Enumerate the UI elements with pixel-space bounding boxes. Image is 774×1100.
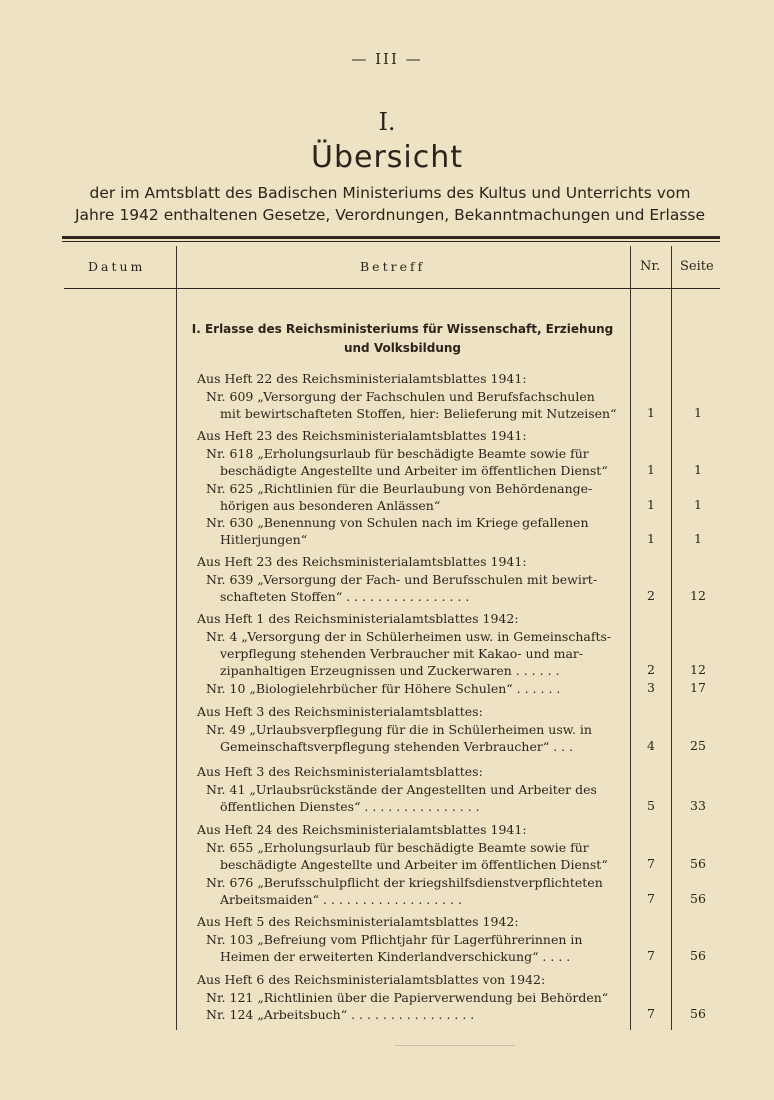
entry-text-line: Nr. 49 „Urlaubsverpflegung für die in Schülerheimen usw. in [206,722,592,737]
entry-seite: 25 [690,738,706,753]
entry-text-line: Gemeinschaftsverpflegung stehenden Verbraucher“ . . . [220,739,574,754]
entry-seite: 56 [690,948,706,963]
top-rule-thin [62,241,720,242]
entry-seite: 1 [694,405,702,420]
column-header-nr: Nr. [640,259,661,274]
column-divider-nr [671,246,672,1030]
entry-text-line: Nr. 655 „Erholungsurlaub für beschädigte Beamte sowie für [206,840,589,855]
entry-text-line: Nr. 609 „Versorgung der Fachschulen und Berufsfachschulen [206,389,595,404]
subtitle-line-2: Jahre 1942 enthaltenen Gesetze, Verordnungen, Bekanntmachungen und Erlasse [74,206,706,224]
entry-text-line: Heimen der erweiterten Kinderlandverschickung“ . . . . [220,949,571,964]
entry-text-line: Nr. 618 „Erholungsurlaub für beschädigte Beamte sowie für [206,446,589,461]
entry-seite: 17 [690,680,706,695]
column-divider-datum [176,246,177,1030]
subtitle-line-1: der im Amtsblatt des Badischen Ministeriums des Kultus und Unterrichts vom [89,184,691,202]
top-rule-thick [62,236,720,239]
entry-text-line: Nr. 41 „Urlaubsrückstände der Angestellten und Arbeiter des [206,782,597,797]
heft-source-line: Aus Heft 23 des Reichsministerialamtsblattes 1941: [197,428,527,443]
heft-source-line: Aus Heft 24 des Reichsministerialamtsblattes 1941: [197,822,527,837]
entry-nr: 1 [647,497,655,512]
entry-nr: 7 [647,948,655,963]
entry-text-line: Nr. 639 „Versorgung der Fach- und Berufsschulen mit bewirt- [206,572,598,587]
entry-seite: 12 [690,588,706,603]
entry-text-line: hörigen aus besonderen Anlässen“ [220,498,441,513]
heft-source-line: Aus Heft 23 des Reichsministerialamtsblattes 1941: [197,554,527,569]
entry-text-line: schafteten Stoffen“ . . . . . . . . . . . . . . . . [220,589,470,604]
section-heading-line-1: I. Erlasse des Reichsministeriums für Wissenschaft, Erziehung [191,322,614,336]
entry-seite: 1 [694,531,702,546]
heft-source-line: Aus Heft 3 des Reichsministerialamtsblattes: [197,704,483,719]
entry-text-line: beschädigte Angestellte und Arbeiter im öffentlichen Dienst“ [220,463,608,478]
faint-footer-mark [395,1045,515,1046]
entry-text-line: Nr. 124 „Arbeitsbuch“ . . . . . . . . . . . . . . . . [206,1007,475,1022]
column-header-seite: Seite [680,259,714,274]
entry-seite: 56 [690,1006,706,1021]
entry-nr: 7 [647,856,655,871]
entry-seite: 56 [690,856,706,871]
section-heading-line-2: und Volksbildung [343,341,462,355]
entry-text-line: Hitlerjungen“ [220,532,308,547]
entry-text-line: mit bewirtschafteten Stoffen, hier: Belieferung mit Nutzeisen“ [220,406,617,421]
entry-text-line: Nr. 676 „Berufsschulpflicht der kriegshilfsdienstverpflichteten [206,875,603,890]
entry-nr: 2 [647,588,655,603]
header-rule [64,288,720,289]
heft-source-line: Aus Heft 22 des Reichsministerialamtsblattes 1941: [197,371,527,386]
entry-text-line: Nr. 103 „Befreiung vom Pflichtjahr für Lagerführerinnen in [206,932,583,947]
column-header-betreff: Betreff [360,259,426,274]
entry-text-line: Nr. 4 „Versorgung der in Schülerheimen usw. in Gemeinschafts- [206,629,612,644]
heft-source-line: Aus Heft 5 des Reichsministerialamtsblattes 1942: [197,914,519,929]
entry-nr: 4 [647,738,655,753]
entry-text-line: Nr. 10 „Biologielehrbücher für Höhere Schulen“ . . . . . . [206,681,561,696]
entry-nr: 1 [647,531,655,546]
entry-seite: 56 [690,891,706,906]
entry-nr: 3 [647,680,655,695]
entry-text-line: Nr. 630 „Benennung von Schulen nach im Kriege gefallenen [206,515,589,530]
entry-nr: 2 [647,662,655,677]
page-subtitle [60,182,720,226]
entry-seite: 1 [694,462,702,477]
entry-text-line: öffentlichen Dienstes“ . . . . . . . . . . . . . . . [220,799,480,814]
entry-seite: 12 [690,662,706,677]
entry-text-line: zipanhaltigen Erzeugnissen und Zuckerwaren . . . . . . [220,663,560,678]
heft-source-line: Aus Heft 6 des Reichsministerialamtsblattes von 1942: [197,972,546,987]
heft-source-line: Aus Heft 3 des Reichsministerialamtsblattes: [197,764,483,779]
heft-source-line: Aus Heft 1 des Reichsministerialamtsblattes 1942: [197,611,519,626]
entry-nr: 7 [647,1006,655,1021]
entry-text-line: verpflegung stehenden Verbraucher mit Kakao- und mar- [220,646,584,661]
entry-text-line: Nr. 121 „Richtlinien über die Papierverwendung bei Behörden“ [206,990,609,1005]
column-header-datum: Datum [88,259,146,274]
page-number: — III — [351,50,423,68]
column-divider-betreff [630,246,631,1030]
entry-nr: 7 [647,891,655,906]
part-number: I. [378,108,396,136]
entry-text-line: Nr. 625 „Richtlinien für die Beurlaubung von Behördenange- [206,481,593,496]
entry-text-line: beschädigte Angestellte und Arbeiter im öffentlichen Dienst“ [220,857,608,872]
entry-seite: 1 [694,497,702,512]
section-heading [180,320,625,358]
entry-text-line: Arbeitsmaiden“ . . . . . . . . . . . . . . . . . . [220,892,463,907]
entry-seite: 33 [690,798,706,813]
entry-nr: 1 [647,405,655,420]
page-title: Übersicht [310,140,464,175]
entry-nr: 1 [647,462,655,477]
entry-nr: 5 [647,798,655,813]
